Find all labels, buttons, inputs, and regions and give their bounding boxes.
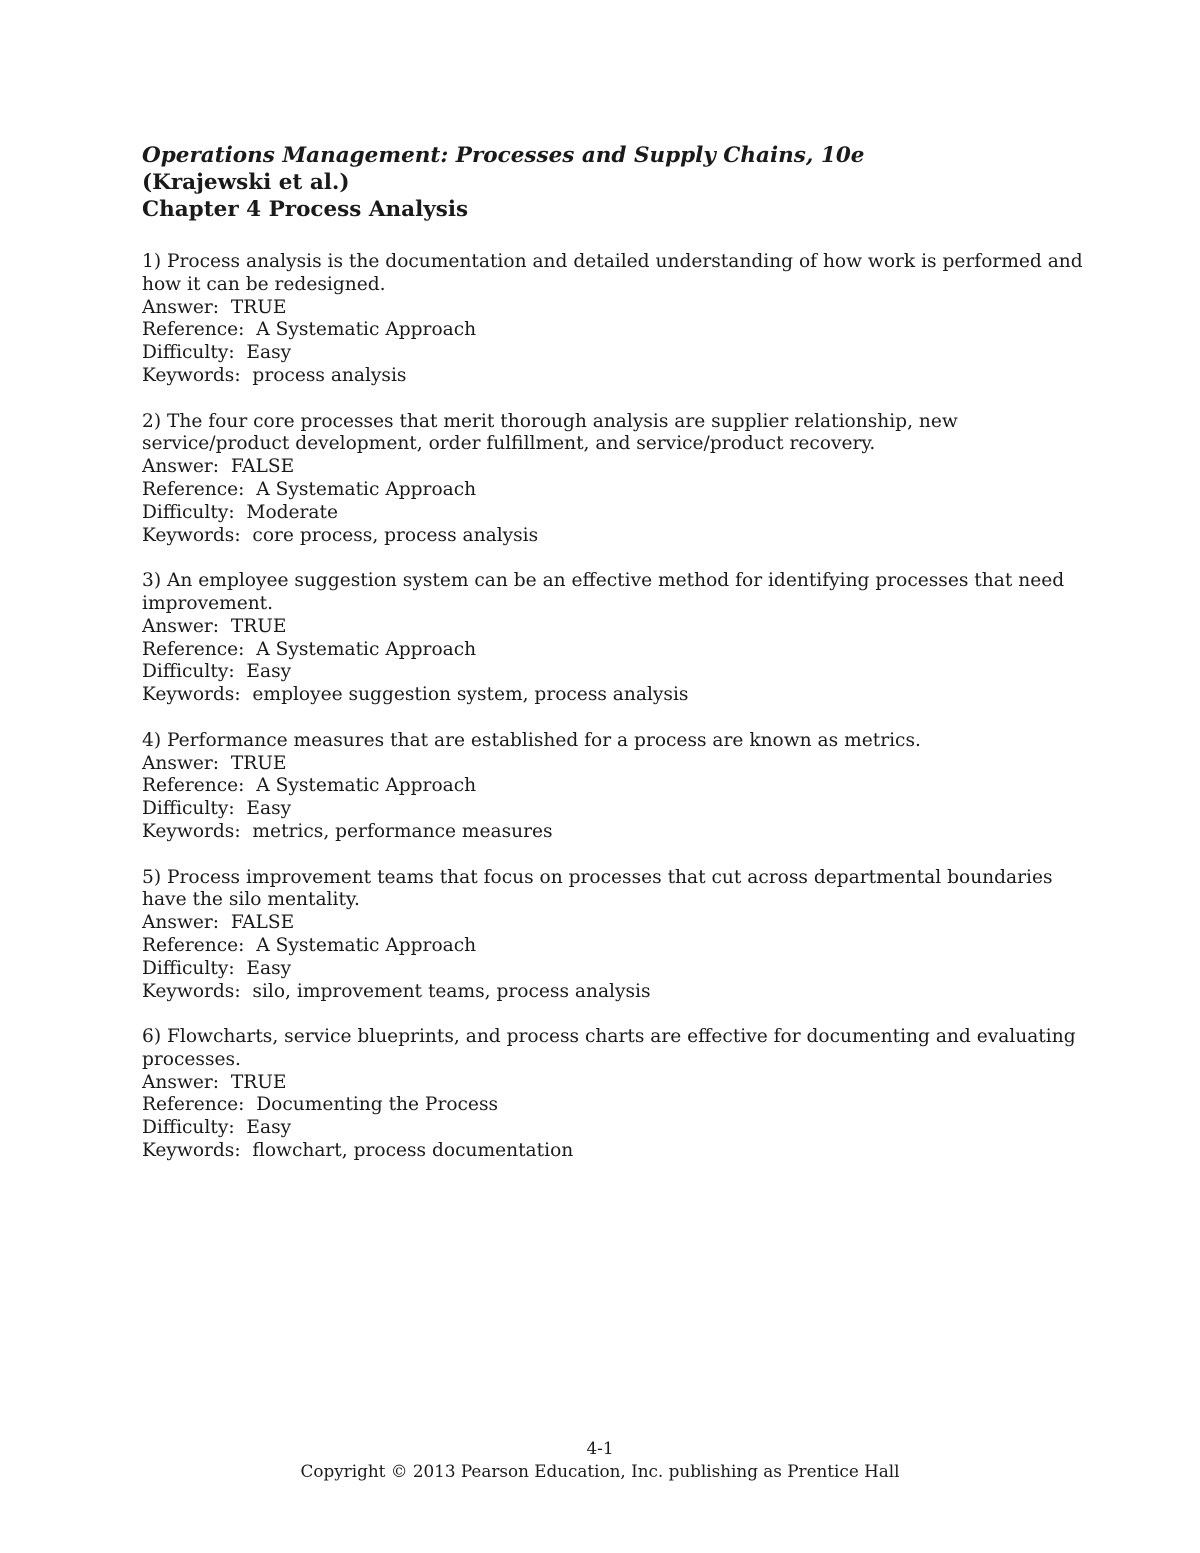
page-number: 4-1 (586, 1438, 614, 1458)
question-text: 6) Flowcharts, service blueprints, and process charts are effective for documenting and evaluating processes. (142, 1026, 1076, 1070)
question-answer: Answer: TRUE (142, 1071, 287, 1093)
question-answer: Answer: FALSE (142, 456, 295, 478)
question-text: 5) Process improvement teams that focus on processes that cut across departmental boundaries have the silo mentality. (142, 866, 1053, 911)
question-answer: Answer: TRUE (142, 615, 287, 637)
question-reference: Reference: A Systematic Approach (142, 478, 477, 500)
question-difficulty: Difficulty: Easy (142, 1117, 292, 1139)
question-keywords: Keywords: employee suggestion system, process analysis (142, 684, 689, 706)
question-keywords: Keywords: flowchart, process documentation (142, 1140, 574, 1162)
question-difficulty: Difficulty: Easy (142, 798, 292, 820)
question-difficulty: Difficulty: Moderate (142, 501, 338, 523)
document-header (142, 142, 1102, 223)
question-keywords: Keywords: metrics, performance measures (142, 820, 553, 842)
question-item (142, 570, 1102, 707)
question-text: 3) An employee suggestion system can be an effective method for identifying processes that need improvement. (142, 570, 1065, 614)
book-authors: (Krajewski et al.) (142, 170, 350, 195)
question-item (142, 251, 1102, 388)
question-difficulty: Difficulty: Easy (142, 342, 292, 364)
question-reference: Reference: A Systematic Approach (142, 638, 477, 660)
question-item (142, 730, 1102, 844)
question-answer: Answer: TRUE (142, 296, 287, 318)
question-item (142, 867, 1102, 1004)
question-reference: Reference: A Systematic Approach (142, 775, 477, 797)
copyright-notice: Copyright © 2013 Pearson Education, Inc. publishing as Prentice Hall (300, 1461, 900, 1481)
book-title: Operations Management: Processes and Supply Chains, 10e (142, 143, 865, 168)
question-text: 1) Process analysis is the documentation and detailed understanding of how work is performed and how it can be redesigned. (142, 251, 1083, 295)
question-difficulty: Difficulty: Easy (142, 661, 292, 683)
question-answer: Answer: FALSE (142, 912, 295, 934)
question-reference: Reference: A Systematic Approach (142, 319, 477, 341)
question-difficulty: Difficulty: Easy (142, 957, 292, 979)
question-item (142, 1026, 1102, 1163)
question-keywords: Keywords: silo, improvement teams, process analysis (142, 980, 651, 1002)
question-text: 2) The four core processes that merit thorough analysis are supplier relationship, new service/product development, order fulfillment, and service/product recovery. (142, 410, 958, 455)
chapter-title: Chapter 4 Process Analysis (142, 197, 469, 222)
question-keywords: Keywords: process analysis (142, 364, 407, 386)
question-answer: Answer: TRUE (142, 752, 287, 774)
question-list (142, 251, 1102, 1186)
question-item (142, 411, 1102, 548)
question-reference: Reference: Documenting the Process (142, 1094, 499, 1116)
question-keywords: Keywords: core process, process analysis (142, 524, 539, 546)
question-text: 4) Performance measures that are established for a process are known as metrics. (142, 729, 921, 751)
question-reference: Reference: A Systematic Approach (142, 934, 477, 956)
